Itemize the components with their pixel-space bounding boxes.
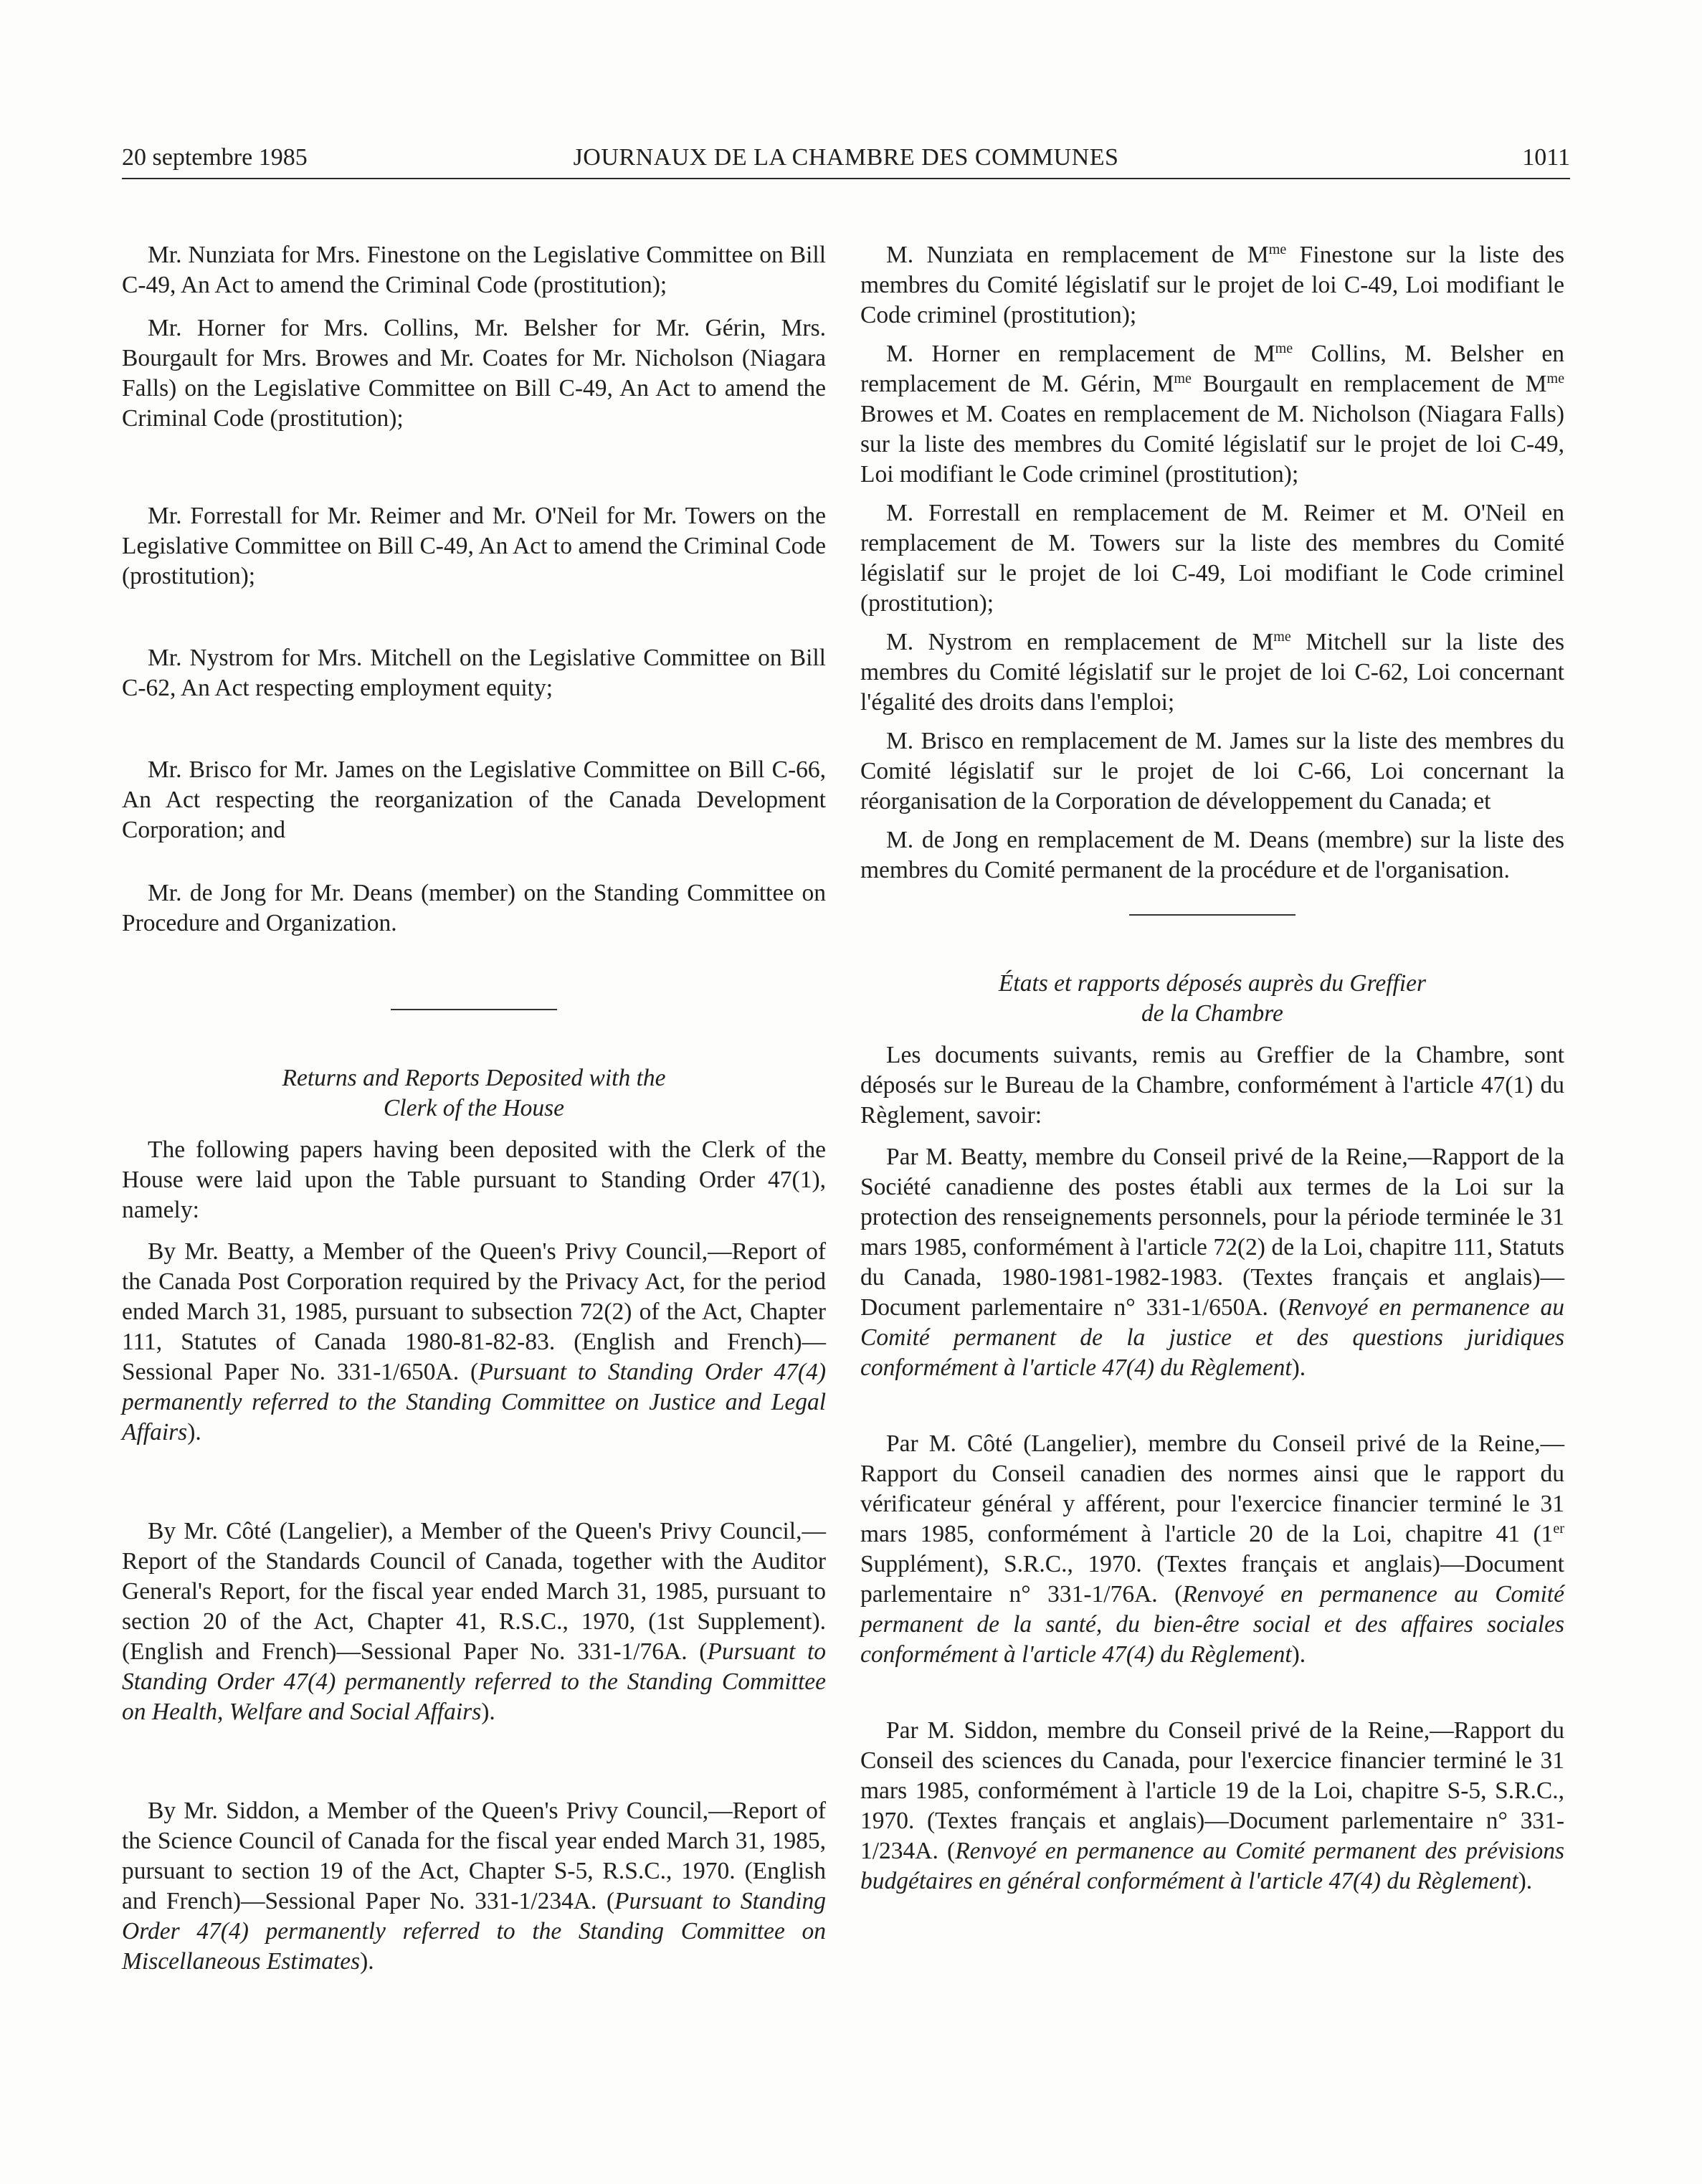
fr-section-rule [1129,914,1295,916]
fr-sub-2-c: Bourgault en remplacement de M [1191,371,1547,397]
french-column [860,240,1564,1896]
en-report-1 [122,1237,826,1448]
header-title: JOURNAUX DE LA CHAMBRE DES COMMUNES [573,144,1119,171]
en-section-rule [391,1009,557,1010]
en-report-3-end: ). [360,1948,374,1975]
english-column [122,240,826,1977]
fr-report-2-end: ). [1291,1641,1306,1668]
fr-sub-1-sup: me [1268,241,1287,257]
fr-report-2-text-a: Par M. Côté (Langelier), membre du Conseil privé de la Reine,—Rapport du Conseil canadien des normes ainsi que le rapport du vérificateur général y afférent, pour l'exercice financier terminé le 31 mars 1985, conformément à l'article 20 de la Loi, chapitre 41 (1 [860,1430,1564,1547]
fr-report-1 [860,1142,1564,1383]
en-report-1-end: ). [187,1419,201,1445]
fr-substitution-2 [860,339,1564,490]
en-report-3-referral: Pursuant to Standing Order 47(4) permanently referred to the Standing Committee on Miscellaneous Estimates [122,1888,826,1975]
fr-heading-line-1: États et rapports déposés auprès du Greffier [998,970,1427,997]
fr-heading-line-2: de la Chambre [1141,1000,1283,1027]
fr-report-2-sup: er [1553,1520,1564,1537]
fr-substitution-5: M. Brisco en remplacement de M. James sur la liste des membres du Comité législatif sur le projet de loi C-66, Loi concernant la réorganisation de la Corporation de développement du Canada; et [860,728,1564,815]
fr-sub-2-b: Collins, M. Belsher en remplacement de M. Gérin, M [860,341,1564,397]
fr-report-1-text: Par M. Beatty, membre du Conseil privé de la Reine,—Rapport de la Société canadienne des postes établi aux termes de la Loi sur la protection des renseignements personnels, pour la période terminée le 31 mars 1985, conformément à l'article 72(2) de la Loi, chapitre 111, Statuts du Canada, 1980-1981-1982-1983. (Textes français et anglais)—Document parlementaire n° 331-1/650A. ( [860,1144,1564,1321]
fr-sub-4-sup: me [1273,628,1291,645]
page-header [122,142,1570,179]
fr-sub-2-a: M. Horner en remplacement de M [886,341,1275,367]
en-report-1-referral: Pursuant to Standing Order 47(4) permanently referred to the Standing Committee on Justice and Legal Affairs [122,1359,826,1445]
fr-substitution-6: M. de Jong en remplacement de M. Deans (membre) sur la liste des membres du Comité permanent de la procédure et de l'organisation. [860,827,1564,883]
en-report-2-end: ). [481,1699,495,1725]
en-report-2-text: By Mr. Côté (Langelier), a Member of the Queen's Privy Council,—Report of the Standards Council of Canada, together with the Auditor General's Report, for the fiscal year ended March 31, 1985, pursuant to section 20 of the Act, Chapter 41, R.S.C., 1970, (1st Supplement). (English and French)—Sessional Paper No. 331-1/76A. ( [122,1518,826,1665]
en-substitution-4: Mr. Nystrom for Mrs. Mitchell on the Legislative Committee on Bill C-62, An Act respecting employment equity; [122,645,826,701]
header-date: 20 septembre 1985 [122,144,308,171]
en-report-3 [122,1796,826,1977]
en-heading-line-2: Clerk of the House [383,1095,565,1121]
en-heading-line-1: Returns and Reports Deposited with the [282,1065,666,1091]
fr-report-2-text-b: Supplément), S.R.C., 1970. (Textes français et anglais)—Document parlementaire n° 331-1/76A. ( [860,1551,1564,1608]
en-substitution-5: Mr. Brisco for Mr. James on the Legislative Committee on Bill C-66, An Act respecting the reorganization of the Canada Development Corporation; and [122,756,826,843]
fr-report-1-referral: Renvoyé en permanence au Comité permanent de la justice et des questions juridiques conformément à l'article 47(4) du Règlement [860,1294,1565,1381]
en-report-2-referral: Pursuant to Standing Order 47(4) permanently referred to the Standing Committee on Health, Welfare and Social Affairs [122,1638,827,1725]
fr-substitution-4 [860,627,1564,718]
fr-substitution-1 [860,240,1564,331]
fr-sub-2-sup-2: me [1174,370,1192,386]
en-report-3-text: By Mr. Siddon, a Member of the Queen's Privy Council,—Report of the Science Council of Canada for the fiscal year ended March 31, 1985, pursuant to section 19 of the Act, Chapter S-5, R.S.C., 1970. (English and French)—Sessional Paper No. 331-1/234A. ( [122,1798,826,1914]
en-section-heading [122,1063,826,1124]
page-number: 1011 [1522,144,1570,171]
en-substitution-1: Mr. Nunziata for Mrs. Finestone on the Legislative Committee on Bill C-49, An Act to amend the Criminal Code (prostitution); [122,242,826,298]
fr-intro: Les documents suivants, remis au Greffier de la Chambre, sont déposés sur le Bureau de la Chambre, conformément à l'article 47(1) du Règlement, savoir: [860,1042,1564,1129]
fr-sub-4-a: M. Nystrom en remplacement de M [886,629,1274,655]
fr-sub-2-d: Browes et M. Coates en remplacement de M. Nicholson (Niagara Falls) sur la liste des membres du Comité législatif sur le projet de loi C-49, Loi modifiant le Code criminel (prostitution); [860,401,1564,488]
fr-report-1-end: ). [1291,1354,1306,1381]
en-intro: The following papers having been deposited with the Clerk of the House were laid upon the Table pursuant to Standing Order 47(1), namely: [122,1136,826,1223]
en-substitution-3: Mr. Forrestall for Mr. Reimer and Mr. O'Neil for Mr. Towers on the Legislative Committee on Bill C-49, An Act to amend the Criminal Code (prostitution); [122,503,826,589]
fr-sub-1-a: M. Nunziata en remplacement de M [886,242,1269,268]
fr-sub-2-sup-3: me [1546,370,1564,386]
fr-report-3 [860,1716,1564,1896]
fr-report-2-referral: Renvoyé en permanence au Comité permanent de la santé, du bien-être social et des affaires sociales conformément à l'article 47(4) du Règlement [860,1581,1564,1668]
en-substitution-2: Mr. Horner for Mrs. Collins, Mr. Belsher for Mr. Gérin, Mrs. Bourgault for Mrs. Browes and Mr. Coates for Mr. Nicholson (Niagara Falls) on the Legislative Committee on Bill C-49, An Act to amend the Criminal Code (prostitution); [122,315,826,432]
en-report-2 [122,1516,826,1727]
fr-sub-2-sup-1: me [1275,340,1293,356]
fr-sub-4-b: Mitchell sur la liste des membres du Comité législatif sur le projet de loi C-62, Loi concernant l'égalité des droits dans l'emploi; [860,629,1564,716]
fr-sub-1-b: Finestone sur la liste des membres du Comité législatif sur le projet de loi C-49, Loi modifiant le Code criminel (prostitution); [860,242,1564,328]
fr-report-3-text: Par M. Siddon, membre du Conseil privé de la Reine,—Rapport du Conseil des sciences du Canada, pour l'exercice financier terminé le 31 mars 1985, conformément à l'article 19 de la Loi, chapitre S-5, S.R.C., 1970. (Textes français et anglais)—Document parlementaire n° 331-1/234A. ( [860,1717,1564,1864]
fr-section-heading [860,969,1564,1029]
fr-report-3-end: ). [1518,1868,1533,1894]
fr-report-3-referral: Renvoyé en permanence au Comité permanent des prévisions budgétaires en général conformément à l'article 47(4) du Règlement [860,1838,1565,1894]
en-substitution-6: Mr. de Jong for Mr. Deans (member) on the Standing Committee on Procedure and Organization. [122,880,826,936]
en-report-1-text: By Mr. Beatty, a Member of the Queen's Privy Council,—Report of the Canada Post Corporation required by the Privacy Act, for the period ended March 31, 1985, pursuant to subsection 72(2) of the Act, Chapter 111, Statutes of Canada 1980-81-82-83. (English and French)—Sessional Paper No. 331-1/650A. ( [122,1238,826,1385]
fr-report-2 [860,1429,1564,1670]
fr-substitution-3: M. Forrestall en remplacement de M. Reimer et M. O'Neil en remplacement de M. Towers sur la liste des membres du Comité législatif sur le projet de loi C-49, Loi modifiant le Code criminel (prostitution); [860,500,1564,617]
